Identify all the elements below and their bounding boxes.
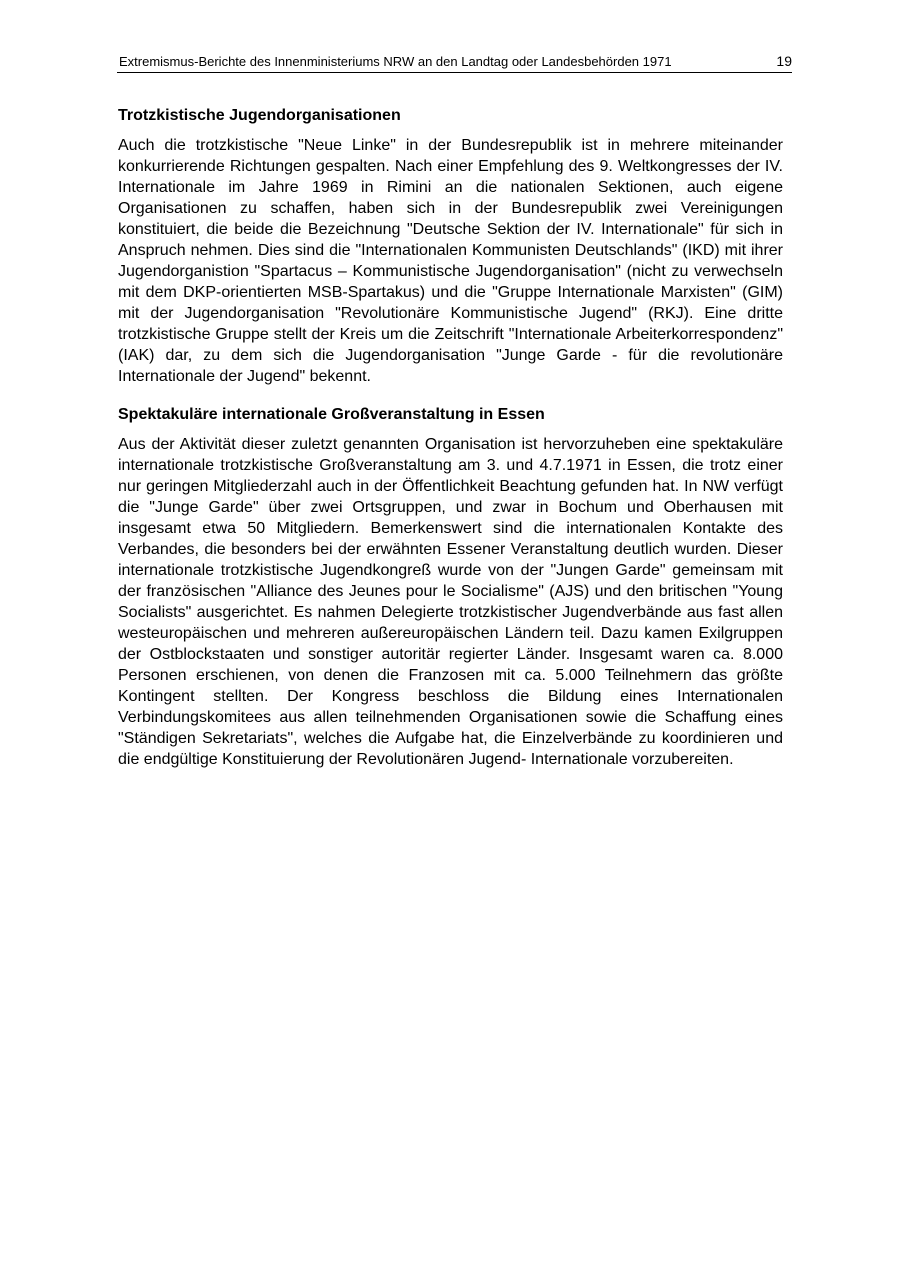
section-heading-trotzkistische-jugendorganisationen: Trotzkistische Jugendorganisationen [118,107,401,124]
document-body [118,106,783,770]
section-paragraph-trotzkistische-jugendorganisationen: Auch die trotzkistische "Neue Linke" in der Bundesrepublik ist in mehrere miteinander konkurrierende Richtungen gespalten. Nach einer Empfehlung des 9. Weltkongresses der IV. Internationale im Jahre 1969 in Rimini an die nationalen Sektionen, auch eigene Organisationen zu schaffen, haben sich in der Bundesrepublik zwei Vereinigungen konstituiert, die beide die Bezeichnung "Deutsche Sektion der IV. Internationale" für sich in Anspruch nehmen. Dies sind die "Internationalen Kommunisten Deutschlands" (IKD) mit ihrer Jugendorganistion "Spartacus – Kommunistische Jugendorganisation" (nicht zu verwechseln mit dem DKP-orientierten MSB-Spartakus) und die "Gruppe Internationale Marxisten" (GIM) mit der Jugendorganisation "Revolutionäre Kommunistische Jugend" (RKJ). Eine dritte trotzkistische Gruppe stellt der Kreis um die Zeitschrift "Internationale Arbeiterkorrespondenz" (IAK) dar, zu dem sich die Jugendorganisation "Junge Garde - für die revolutionäre Internationale der Jugend" bekennt. [118,137,783,385]
section-heading-grossveranstaltung-essen: Spektakuläre internationale Großveranstaltung in Essen [118,406,545,423]
header-title: Extremismus-Berichte des Innenministeriums NRW an den Landtag oder Landesbehörden 1971 [119,54,672,69]
page-number: 19 [776,53,792,69]
running-header [117,52,792,73]
section-paragraph-grossveranstaltung-essen: Aus der Aktivität dieser zuletzt genannten Organisation ist hervorzuheben eine spektakuläre internationale trotzkistische Großveranstaltung am 3. und 4.7.1971 in Essen, die trotz einer nur geringen Mitgliederzahl auch in der Öffentlichkeit Beachtung gefunden hat. In NW verfügt die "Junge Garde" über zwei Ortsgruppen, und zwar in Bochum und Oberhausen mit insgesamt etwa 50 Mitgliedern. Bemerkenswert sind die internationalen Kontakte des Verbandes, die besonders bei der erwähnten Essener Veranstaltung deutlich wurden. Dieser internationale trotzkistische Jugendkongreß wurde von der "Jungen Garde" gemeinsam mit der französischen "Alliance des Jeunes pour le Socialisme" (AJS) und den britischen "Young Socialists" ausgerichtet. Es nahmen Delegierte trotzkistischer Jugendverbände aus fast allen westeuropäischen und mehreren außereuropäischen Ländern teil. Dazu kamen Exilgruppen der Ostblockstaaten und sonstiger autoritär regierter Länder. Insgesamt waren ca. 8.000 Personen erschienen, von denen die Franzosen mit ca. 5.000 Teilnehmern das größte Kontingent stellten. Der Kongress beschloss die Bildung eines Internationalen Verbindungskomitees aus allen teilnehmenden Organisationen sowie die Schaffung eines "Ständigen Sekretariats", welches die Aufgabe hat, die Einzelverbände zu koordinieren und die endgültige Konstituierung der Revolutionären Jugend- Internationale vorzubereiten. [118,436,783,768]
